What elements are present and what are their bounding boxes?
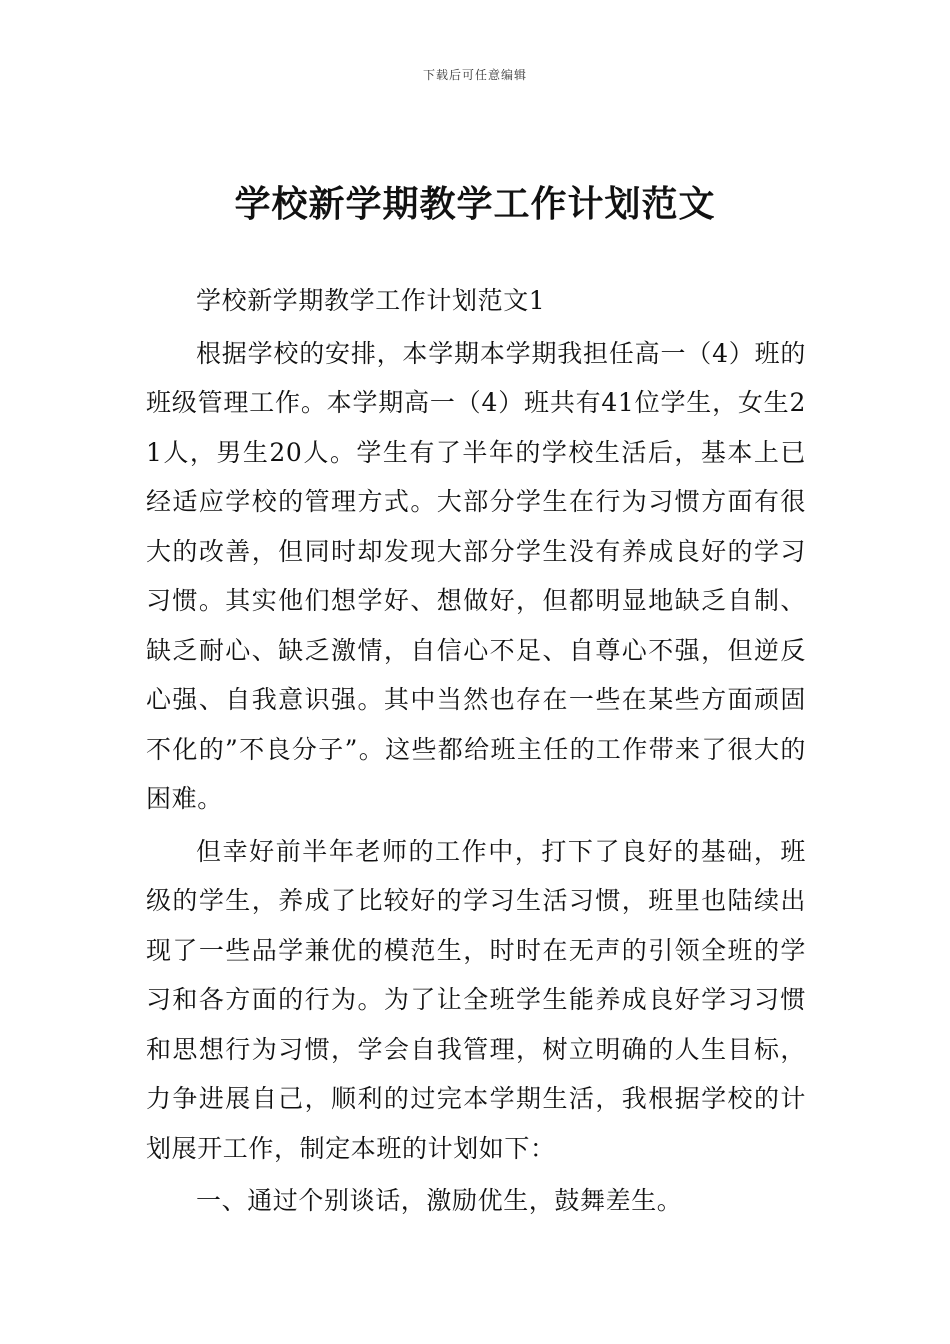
document-title: 学校新学期教学工作计划范文 [234,184,716,225]
header-note: 下载后可任意编辑 [422,68,527,82]
paragraph: 根据学校的安排，本学期本学期我担任高一（4）班的班级管理工作。本学期高一（4）班共有41位学生，女生21人，男生20人。学生有了半年的学校生活后，基本上已经适应学校的管理方式。大部分学生在行为习惯方面有很大的改善，但同时却发现大部分学生没有养成良好的学习习惯。其实他们想学好、想做好，但都明显地缺乏自制、缺乏耐心、缺乏激情，自信心不足、自尊心不强，但逆反心强、自我意识强。其中当然也存在一些在某些方面顽固不化的”不良分子”。这些都给班主任的工作带来了很大的困难。 [146,338,806,813]
section-subtitle: 学校新学期教学工作计划范文1 [196,286,546,315]
paragraph: 一、通过个别谈话，激励优生，鼓舞差生。 [196,1186,683,1215]
document-body [146,276,806,1229]
paragraph: 但幸好前半年老师的工作中，打下了良好的基础，班级的学生，养成了比较好的学习生活习惯，班里也陆续出现了一些品学兼优的模范生，时时在无声的引领全班的学习和各方面的行为。为了让全班学生能养成良好学习习惯和思想行为习惯，学会自我管理，树立明确的人生目标，力争进展自己，顺利的过完本学期生活，我根据学校的计划展开工作，制定本班的计划如下： [146,836,806,1163]
